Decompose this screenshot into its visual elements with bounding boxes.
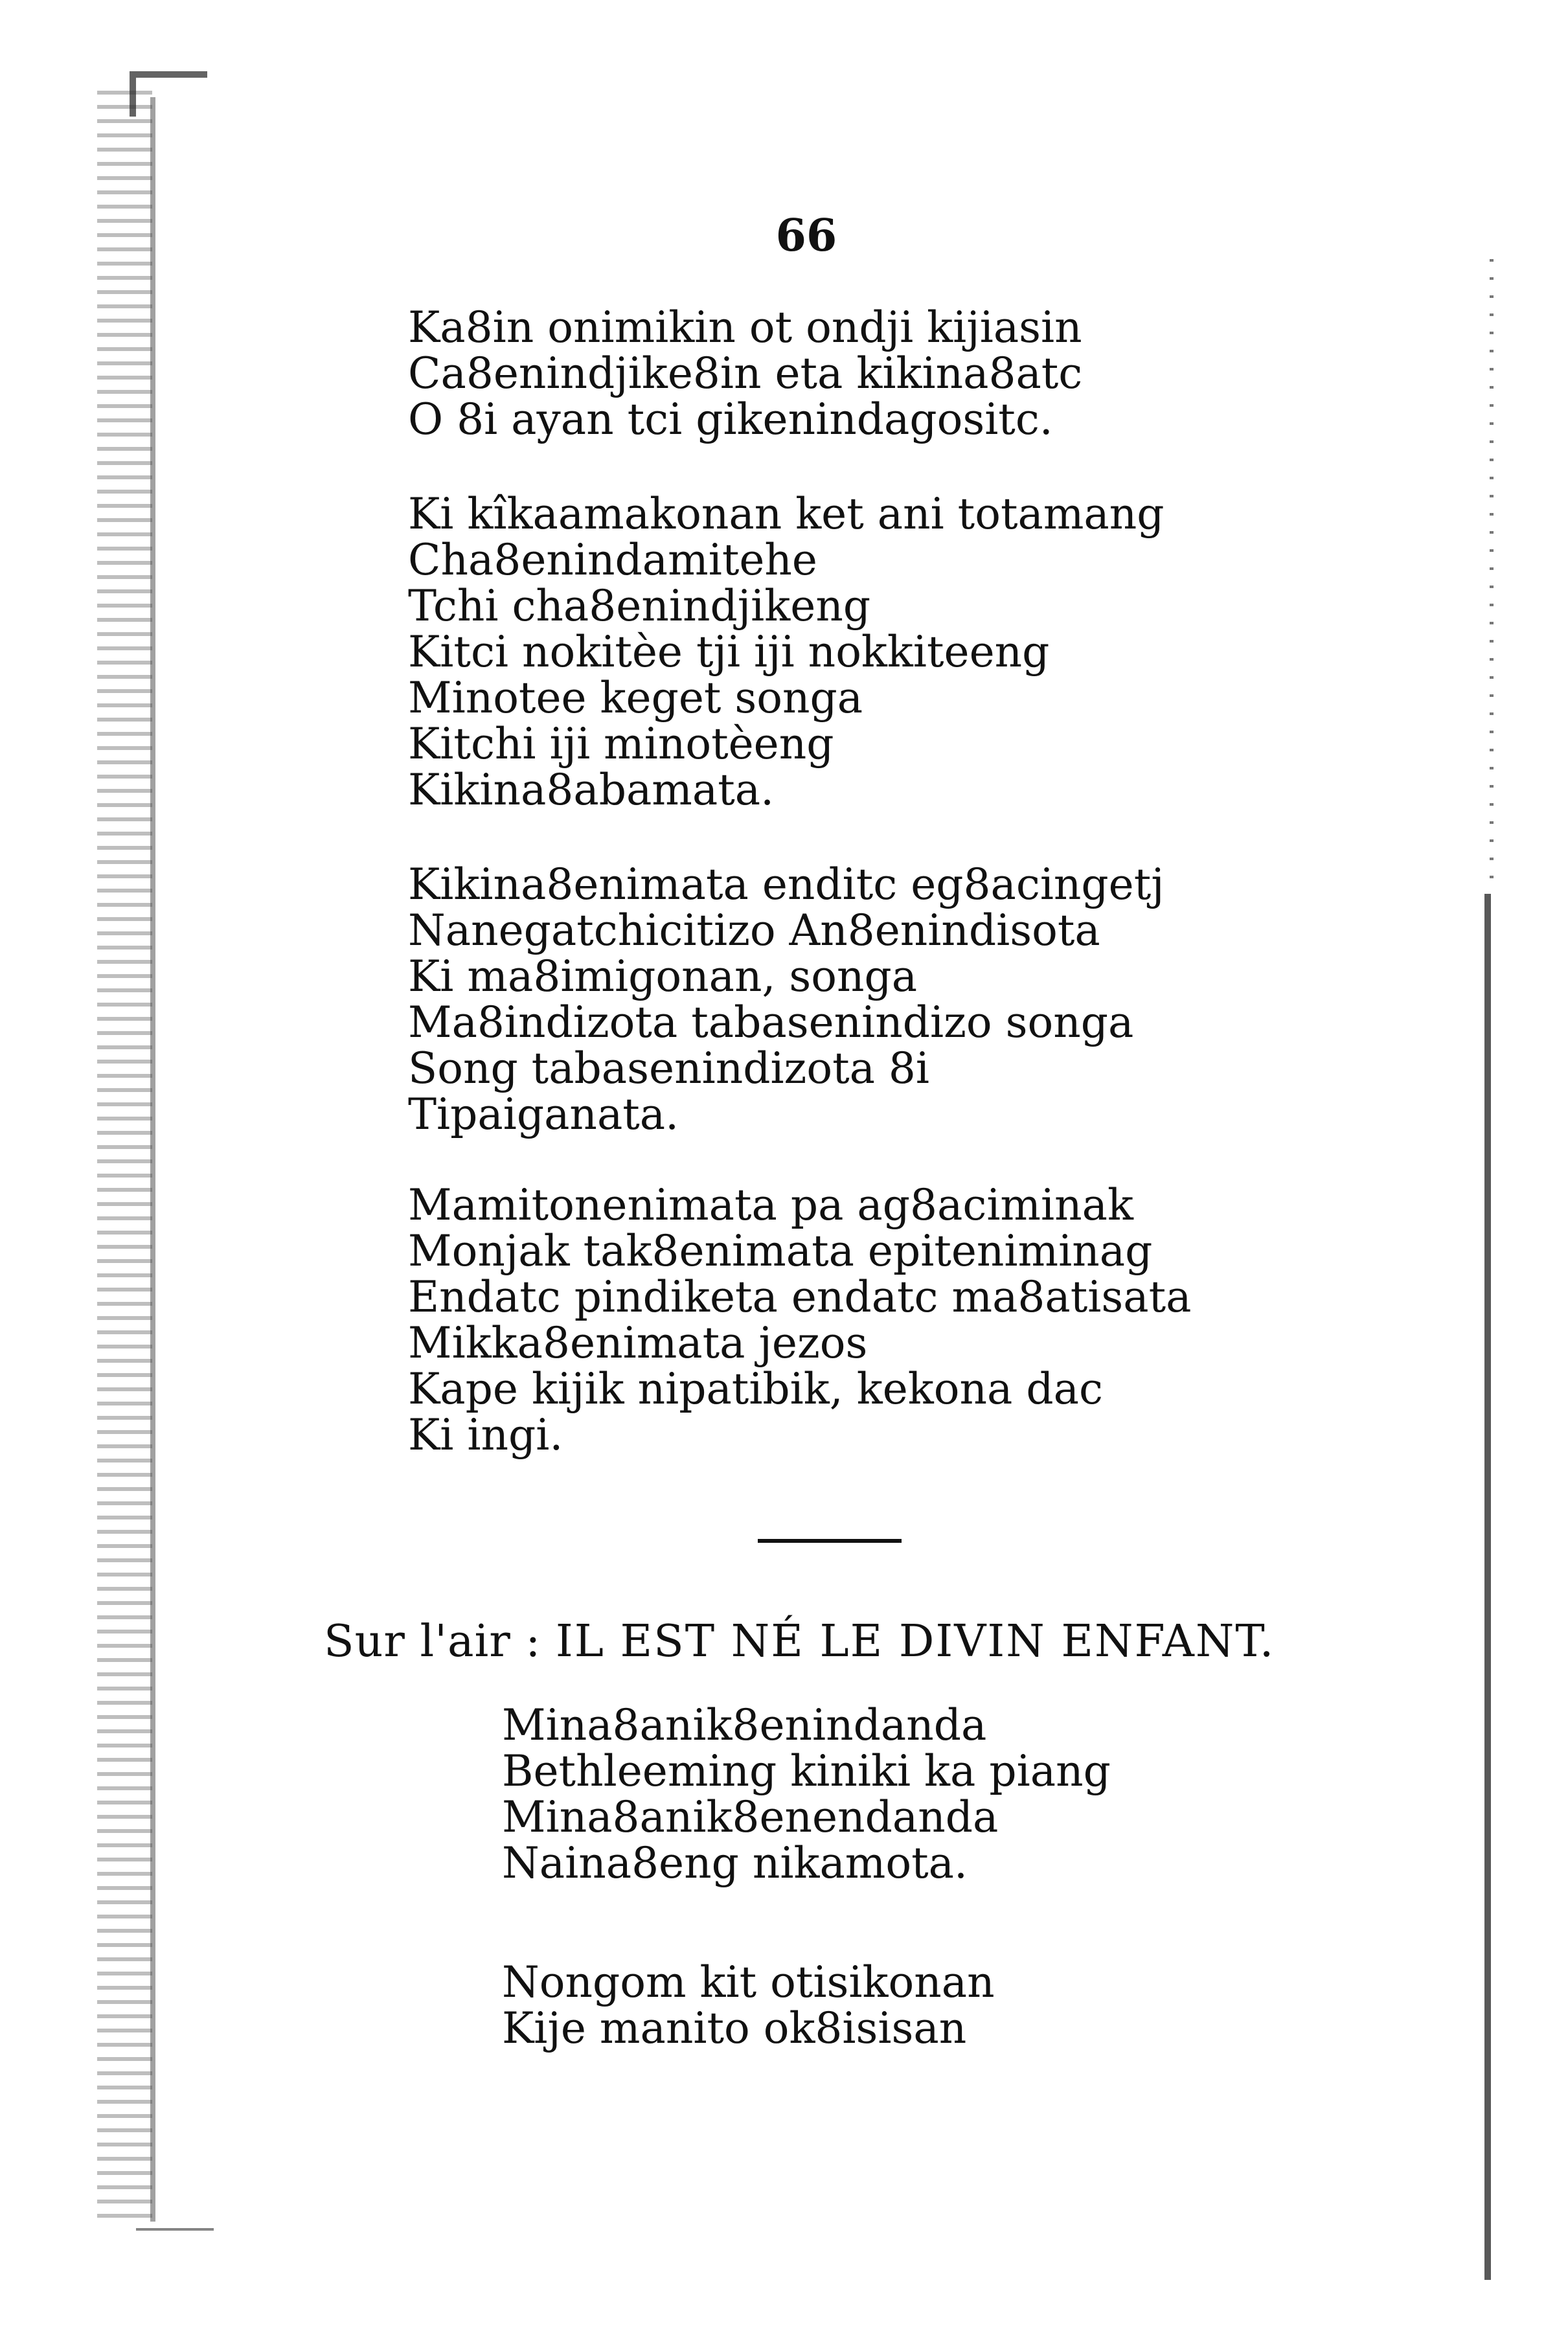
scan-left-edge-artifact <box>97 91 152 2222</box>
verse-line: Ki ingi. <box>408 1410 563 1460</box>
stanza-3 <box>408 861 1165 1137</box>
scan-right-edge-artifact <box>1490 259 1494 894</box>
verse-line: O 8i ayan tci gikenindagositc. <box>408 394 1053 444</box>
verse-line: Naina8eng nikamota. <box>502 1838 968 1888</box>
verse-line: Ka8in onimikin ot ondji kijiasin <box>408 302 1082 352</box>
verse-line: Minotee keget songa <box>408 673 863 723</box>
verse-line: Mikka8enimata jezos <box>408 1318 868 1368</box>
verse-line: Monjak tak8enimata epiteniminag <box>408 1226 1153 1276</box>
verse-line: Endatc pindiketa endatc ma8atisata <box>408 1272 1192 1322</box>
verse-line: Song tabasenindizota 8i <box>408 1043 930 1093</box>
tune-prefix: Sur l'air : <box>324 1616 541 1667</box>
tune-heading <box>324 1616 1275 1668</box>
stanza-2 <box>408 491 1165 813</box>
verse-line: Tchi cha8enindjikeng <box>408 581 871 631</box>
verse-line: Nongom kit otisikonan <box>502 1957 995 2007</box>
page-number: 66 <box>775 210 837 262</box>
stanza-1 <box>408 304 1082 442</box>
verse-line: Nanegatchicitizo An8enindisota <box>408 905 1100 955</box>
scan-bottom-mark <box>136 2228 214 2231</box>
verse-line: Mina8anik8enendanda <box>502 1792 999 1842</box>
verse-line: Ma8indizota tabasenindizo songa <box>408 997 1134 1047</box>
verse-line: Ki kîkaamakonan ket ani totamang <box>408 489 1165 539</box>
verse-line: Kape kijik nipatibik, kekona dac <box>408 1364 1103 1414</box>
hymn-stanza-2 <box>502 1959 995 2051</box>
verse-line: Kitchi iji minotèeng <box>408 719 834 769</box>
verse-line: Kikina8abamata. <box>408 765 775 815</box>
verse-line: Kikina8enimata enditc eg8acingetj <box>408 859 1165 909</box>
verse-line: Ca8enindjike8in eta kikina8atc <box>408 348 1083 398</box>
scan-right-border-line <box>1484 894 1491 2280</box>
verse-line: Mamitonenimata pa ag8aciminak <box>408 1180 1133 1230</box>
verse-line: Bethleeming kiniki ka piang <box>502 1746 1111 1796</box>
tune-name: IL EST NÉ LE DIVIN ENFANT. <box>555 1616 1275 1667</box>
verse-line: Ki ma8imigonan, songa <box>408 951 918 1001</box>
verse-line: Kitci nokitèe tji iji nokkiteeng <box>408 627 1050 677</box>
verse-line: Kije manito ok8isisan <box>502 2003 967 2053</box>
verse-line: Tipaiganata. <box>408 1089 679 1139</box>
section-divider <box>758 1539 902 1543</box>
verse-line: Cha8enindamitehe <box>408 535 817 585</box>
verse-line: Mina8anik8enindanda <box>502 1700 987 1750</box>
stanza-4 <box>408 1182 1192 1458</box>
scan-left-border-line <box>150 97 155 2222</box>
hymn-stanza-1 <box>502 1702 1111 1886</box>
